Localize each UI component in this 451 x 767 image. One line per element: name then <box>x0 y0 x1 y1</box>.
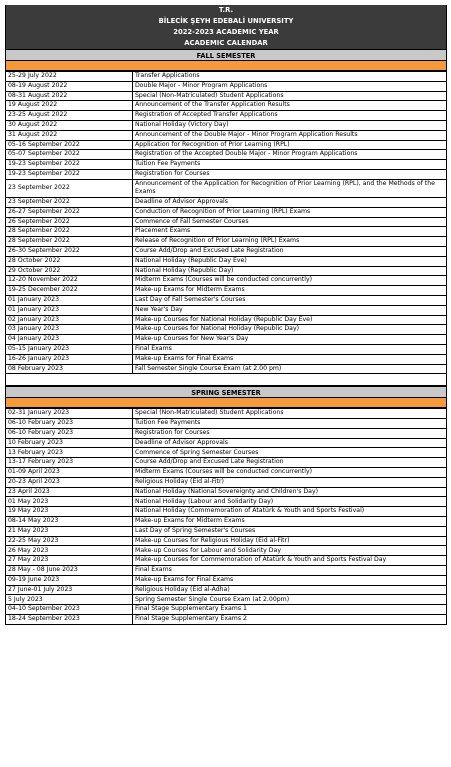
semester-gap <box>5 374 447 386</box>
calendar-event: Religious Holiday (Eid al-Fitr) <box>133 477 447 487</box>
calendar-event: Make-up Courses for National Holiday (Republic Day Eve) <box>133 315 447 325</box>
calendar-event: Make-up Exams for Final Exams <box>133 575 447 585</box>
calendar-date: 22-25 May 2023 <box>6 536 133 546</box>
calendar-event: Last Day of Spring Semester's Courses <box>133 526 447 536</box>
calendar-row <box>6 72 447 82</box>
calendar-date: 03 January 2023 <box>6 325 133 335</box>
calendar-event: Make-up Exams for Final Exams <box>133 354 447 364</box>
calendar-row <box>6 585 447 595</box>
calendar-date: 04 January 2023 <box>6 335 133 345</box>
calendar-row <box>6 615 447 625</box>
calendar-event: Course Add/Drop and Excused Late Registration <box>133 246 447 256</box>
calendar-date: 01 January 2023 <box>6 295 133 305</box>
calendar-row <box>6 101 447 111</box>
calendar-date: 01 January 2023 <box>6 305 133 315</box>
fall-semester-title: FALL SEMESTER <box>5 49 447 61</box>
calendar-event: Registration for Courses <box>133 428 447 438</box>
calendar-event: Deadline of Advisor Approvals <box>133 197 447 207</box>
calendar-date: 05-07 September 2022 <box>6 150 133 160</box>
calendar-date: 12-20 November 2022 <box>6 276 133 286</box>
calendar-event: Special (Non-Matriculated) Student Applications <box>133 91 447 101</box>
calendar-date: 05-16 September 2022 <box>6 140 133 150</box>
calendar-event: National Holiday (Republic Day Eve) <box>133 256 447 266</box>
calendar-date: 5 July 2023 <box>6 595 133 605</box>
calendar-event: National Holiday (National Sovereignty and Children's Day) <box>133 487 447 497</box>
calendar-date: 19 August 2022 <box>6 101 133 111</box>
calendar-date: 27 May 2023 <box>6 556 133 566</box>
calendar-event: Make-up Courses for Labour and Solidarity Day <box>133 546 447 556</box>
calendar-row <box>6 179 447 197</box>
calendar-row <box>6 276 447 286</box>
calendar-event: National Holiday (Labour and Solidarity Day) <box>133 497 447 507</box>
calendar-row <box>6 517 447 527</box>
calendar-row <box>6 169 447 179</box>
calendar-date: 01-09 April 2023 <box>6 468 133 478</box>
calendar-event: National Holiday (Republic Day) <box>133 266 447 276</box>
calendar-event: Tuition Fee Payments <box>133 160 447 170</box>
calendar-event: Make-up Exams for Midterm Exams <box>133 286 447 296</box>
calendar-event: Fall Semester Single Course Exam (at 2.00 pm) <box>133 364 447 374</box>
calendar-row <box>6 448 447 458</box>
calendar-event: National Holiday (Victory Day) <box>133 120 447 130</box>
calendar-row <box>6 419 447 429</box>
calendar-event: Final Stage Supplementary Exams 1 <box>133 605 447 615</box>
calendar-date: 05-15 January 2023 <box>6 344 133 354</box>
calendar-event: Tuition Fee Payments <box>133 419 447 429</box>
calendar-event: Conduction of Recognition of Prior Learning (RPL) Exams <box>133 207 447 217</box>
spring-semester-table <box>5 408 447 625</box>
calendar-date: 04-10 September 2023 <box>6 605 133 615</box>
calendar-row <box>6 315 447 325</box>
calendar-row <box>6 256 447 266</box>
calendar-row <box>6 566 447 576</box>
calendar-date: 21 May 2023 <box>6 526 133 536</box>
calendar-row <box>6 487 447 497</box>
calendar-row <box>6 344 447 354</box>
calendar-row <box>6 477 447 487</box>
calendar-date: 08-14 May 2023 <box>6 517 133 527</box>
header-academic-year: 2022-2023 ACADEMIC YEAR <box>5 27 447 38</box>
calendar-date: 26-30 September 2022 <box>6 246 133 256</box>
calendar-row <box>6 507 447 517</box>
calendar-date: 27 June-01 July 2023 <box>6 585 133 595</box>
calendar-date: 02-31 January 2023 <box>6 409 133 419</box>
calendar-date: 02 January 2023 <box>6 315 133 325</box>
calendar-row <box>6 217 447 227</box>
calendar-event: Commence of Fall Semester Courses <box>133 217 447 227</box>
calendar-date: 23 September 2022 <box>6 197 133 207</box>
calendar-date: 28 May - 08 June 2023 <box>6 566 133 576</box>
calendar-date: 26 September 2022 <box>6 217 133 227</box>
calendar-date: 26-27 September 2022 <box>6 207 133 217</box>
calendar-row <box>6 409 447 419</box>
calendar-row <box>6 91 447 101</box>
calendar-row <box>6 556 447 566</box>
calendar-event: Make-up Courses for Commemoration of Atatürk & Youth and Sports Festival Day <box>133 556 447 566</box>
calendar-event: Commence of Spring Semester Courses <box>133 448 447 458</box>
calendar-row <box>6 120 447 130</box>
calendar-row <box>6 237 447 247</box>
calendar-date: 06-10 February 2023 <box>6 428 133 438</box>
calendar-date: 28 September 2022 <box>6 237 133 247</box>
calendar-row <box>6 160 447 170</box>
calendar-row <box>6 575 447 585</box>
calendar-event: Final Stage Supplementary Exams 2 <box>133 615 447 625</box>
calendar-date: 26 May 2023 <box>6 546 133 556</box>
calendar-event: Midterm Exams (Courses will be conducted concurrently) <box>133 468 447 478</box>
calendar-row <box>6 428 447 438</box>
calendar-event: Make-up Courses for Religious Holiday (Eid al-Fitr) <box>133 536 447 546</box>
calendar-row <box>6 497 447 507</box>
calendar-date: 08-31 August 2022 <box>6 91 133 101</box>
fall-orange-band <box>5 61 447 71</box>
calendar-event: Religious Holiday (Eid al-Adha) <box>133 585 447 595</box>
calendar-event: Release of Recognition of Prior Learning (RPL) Exams <box>133 237 447 247</box>
calendar-event: Registration of Accepted Transfer Applications <box>133 111 447 121</box>
academic-calendar-sheet <box>5 5 447 625</box>
calendar-date: 31 August 2022 <box>6 130 133 140</box>
calendar-row <box>6 130 447 140</box>
header-country: T.R. <box>5 5 447 16</box>
calendar-event: Special (Non-Matriculated) Student Applications <box>133 409 447 419</box>
calendar-row <box>6 526 447 536</box>
calendar-row <box>6 140 447 150</box>
calendar-row <box>6 468 447 478</box>
calendar-event: Deadline of Advisor Approvals <box>133 438 447 448</box>
calendar-row <box>6 354 447 364</box>
calendar-event: Application for Recognition of Prior Learning (RPL) <box>133 140 447 150</box>
calendar-event: Spring Semester Single Course Exam (at 2.00pm) <box>133 595 447 605</box>
calendar-date: 06-10 February 2023 <box>6 419 133 429</box>
calendar-date: 18-24 September 2023 <box>6 615 133 625</box>
calendar-date: 25-29 July 2022 <box>6 72 133 82</box>
header-calendar-title: ACADEMIC CALENDAR <box>5 38 447 49</box>
calendar-event: Course Add/Drop and Excused Late Registration <box>133 458 447 468</box>
calendar-event: Make-up Courses for New Year's Day <box>133 335 447 345</box>
spring-orange-band <box>5 398 447 408</box>
calendar-date: 19-25 December 2022 <box>6 286 133 296</box>
calendar-row <box>6 438 447 448</box>
calendar-row <box>6 286 447 296</box>
calendar-date: 20-23 April 2023 <box>6 477 133 487</box>
calendar-date: 10 February 2023 <box>6 438 133 448</box>
calendar-event: Announcement of the Application for Recognition of Prior Learning (RPL), and the Methods of the Exams <box>133 179 447 197</box>
calendar-date: 09-19 June 2023 <box>6 575 133 585</box>
calendar-date: 29 October 2022 <box>6 266 133 276</box>
calendar-date: 01 May 2023 <box>6 497 133 507</box>
calendar-row <box>6 266 447 276</box>
calendar-date: 19 May 2023 <box>6 507 133 517</box>
calendar-event: Registration of the Accepted Double Major - Minor Program Applications <box>133 150 447 160</box>
calendar-date: 13 February 2023 <box>6 448 133 458</box>
calendar-row <box>6 197 447 207</box>
calendar-event: Placement Exams <box>133 227 447 237</box>
calendar-date: 28 October 2022 <box>6 256 133 266</box>
calendar-row <box>6 335 447 345</box>
calendar-event: Make-up Exams for Midterm Exams <box>133 517 447 527</box>
calendar-date: 19-23 September 2022 <box>6 160 133 170</box>
calendar-date: 23 April 2023 <box>6 487 133 497</box>
calendar-event: National Holiday (Commemoration of Atatürk & Youth and Sports Festival) <box>133 507 447 517</box>
calendar-event: Double Major - Minor Program Applications <box>133 81 447 91</box>
fall-semester-table <box>5 71 447 374</box>
calendar-row <box>6 227 447 237</box>
calendar-row <box>6 111 447 121</box>
calendar-date: 19-23 September 2022 <box>6 169 133 179</box>
header-university: BİLECİK ŞEYH EDEBALİ UNIVERSITY <box>5 16 447 27</box>
calendar-row <box>6 295 447 305</box>
calendar-row <box>6 81 447 91</box>
calendar-row <box>6 207 447 217</box>
calendar-event: Announcement of the Transfer Application Results <box>133 101 447 111</box>
calendar-event: Final Exams <box>133 344 447 354</box>
calendar-date: 23-25 August 2022 <box>6 111 133 121</box>
calendar-event: Final Exams <box>133 566 447 576</box>
calendar-row <box>6 246 447 256</box>
spring-semester-title: SPRING SEMESTER <box>5 386 447 398</box>
calendar-row <box>6 595 447 605</box>
calendar-event: Announcement of the Double Major - Minor Program Application Results <box>133 130 447 140</box>
calendar-event: Transfer Applications <box>133 72 447 82</box>
calendar-event: Make-up Courses for National Holiday (Republic Day) <box>133 325 447 335</box>
calendar-event: Last Day of Fall Semester's Courses <box>133 295 447 305</box>
calendar-event: Midterm Exams (Courses will be conducted concurrently) <box>133 276 447 286</box>
calendar-row <box>6 364 447 374</box>
calendar-date: 23 September 2022 <box>6 179 133 197</box>
calendar-row <box>6 150 447 160</box>
calendar-event: Registration for Courses <box>133 169 447 179</box>
calendar-row <box>6 546 447 556</box>
calendar-date: 16-26 January 2023 <box>6 354 133 364</box>
calendar-row <box>6 605 447 615</box>
calendar-date: 28 September 2022 <box>6 227 133 237</box>
calendar-date: 13-17 February 2023 <box>6 458 133 468</box>
calendar-event: New Year's Day <box>133 305 447 315</box>
calendar-date: 30 August 2022 <box>6 120 133 130</box>
calendar-row <box>6 536 447 546</box>
calendar-row <box>6 305 447 315</box>
calendar-date: 08 February 2023 <box>6 364 133 374</box>
calendar-row <box>6 458 447 468</box>
calendar-date: 08-19 August 2022 <box>6 81 133 91</box>
calendar-row <box>6 325 447 335</box>
